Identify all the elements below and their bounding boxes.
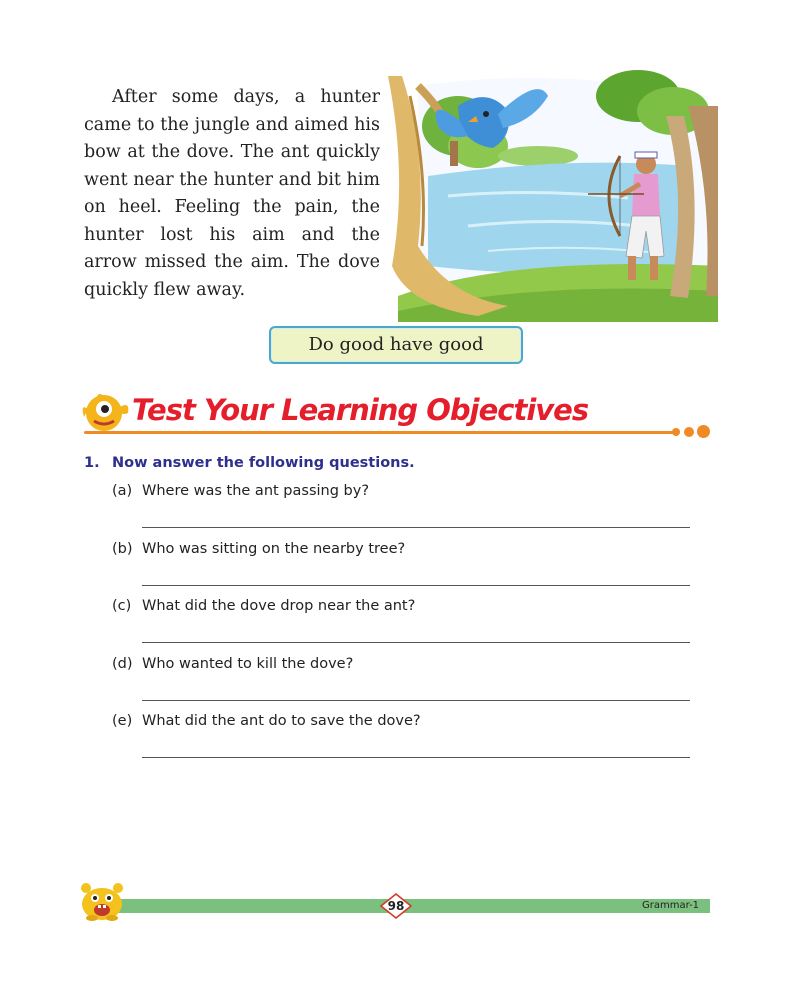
question-text: What did the ant do to save the dove?	[142, 713, 421, 729]
section-header	[80, 385, 712, 445]
hunter-aiming-at-dove-illustration	[388, 66, 718, 322]
question-letter: (c)	[112, 598, 132, 614]
moral-box: Do good have good	[269, 326, 523, 364]
exercise-number: 1.	[84, 455, 100, 471]
section-title: Test Your Learning Objectives	[132, 393, 589, 427]
monster-mascot-icon	[78, 880, 126, 922]
question-letter: (a)	[112, 483, 133, 499]
rule-dot	[697, 425, 710, 438]
question-item	[112, 483, 692, 541]
mascot-icon	[80, 387, 130, 437]
rule-dot	[672, 428, 680, 436]
question-list	[112, 483, 692, 771]
question-letter: (e)	[112, 713, 133, 729]
story-paragraph: After some days, a hunter came to the jungle and aimed his bow at the dove. The ant quickly went near the hunter and bit him on heel. Feeling the pain, the hunter lost his aim and the arrow missed the aim. The dove quickly flew away.	[84, 87, 380, 300]
rule-dot	[684, 427, 694, 437]
answer-line[interactable]	[142, 642, 690, 643]
question-item	[112, 713, 692, 771]
question-text: Who was sitting on the nearby tree?	[142, 540, 406, 557]
page-number-text: 98	[387, 899, 405, 913]
question-letter: (b)	[112, 540, 133, 557]
question-item	[112, 656, 692, 714]
question-letter: (d)	[112, 655, 133, 672]
title-rule	[84, 431, 674, 434]
question-item	[112, 541, 692, 599]
question-text: What did the dove drop near the ant?	[142, 598, 416, 614]
answer-line[interactable]	[142, 585, 690, 586]
answer-line[interactable]	[142, 527, 690, 528]
page-number	[380, 893, 412, 919]
answer-line[interactable]	[142, 757, 690, 758]
question-text: Who wanted to kill the dove?	[142, 655, 354, 672]
exercise-heading-text: Now answer the following questions.	[112, 455, 415, 471]
answer-line[interactable]	[142, 700, 690, 701]
exercise-heading	[84, 455, 415, 471]
footer-bar	[118, 899, 710, 913]
question-text: Where was the ant passing by?	[142, 483, 370, 499]
question-item	[112, 598, 692, 656]
footer-label: Grammar-1	[642, 900, 700, 911]
